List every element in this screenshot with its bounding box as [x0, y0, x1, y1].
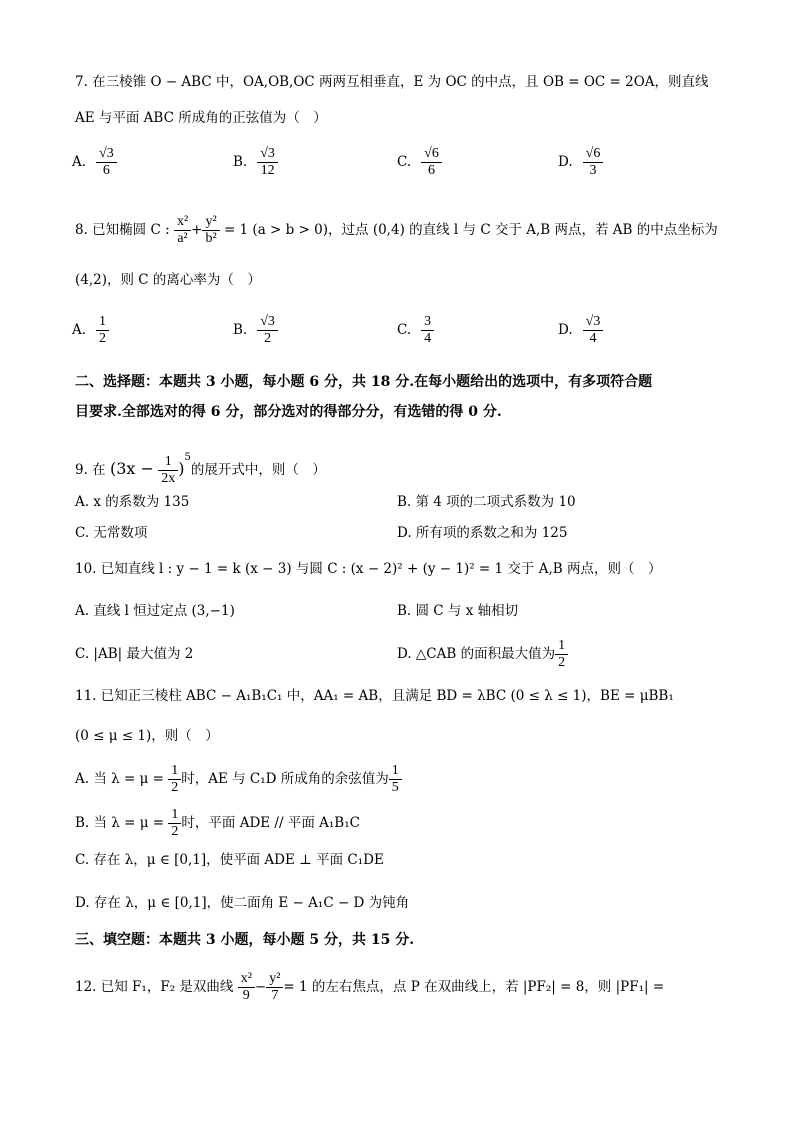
- fraction: $\frac{1}{2}$: [168, 763, 181, 796]
- option-label: A.: [72, 322, 87, 338]
- q7-stem-line2: AE 与平面 ABC 所成角的正弦值为（ ）: [75, 110, 327, 126]
- q9-option-c: C. 无常数项: [75, 525, 148, 541]
- q8-option-c: [397, 314, 434, 347]
- fraction: $\frac{√6}{3}$: [583, 146, 604, 179]
- q8-stem-line1: 8. 已知椭圆 C : $\frac{\text{x²}}{\text{a²}}$ + $\frac{\text{y²}}{\text{b²}}$ = 1 (a > b > 0)，过点 (0,4) 的直线 l 与 C 交于 A,B 两点，若 AB 的中点坐标为: [75, 214, 718, 246]
- q10-option-b: B. 圆 C 与 x 轴相切: [397, 603, 519, 619]
- q11-stem-line1: 11. 已知正三棱柱 ABC − A₁B₁C₁ 中，AA₁ = AB，且满足 BD = λBC (0 ≤ λ ≤ 1)，BE = μBB₁: [75, 688, 674, 704]
- q7-stem-line1: 7. 在三棱锥 O − ABC 中，OA,OB,OC 两两互相垂直，E 为 OC 的中点，且 OB = OC = 2OA，则直线: [75, 74, 709, 90]
- q10-option-c: C. |AB| 最大值为 2: [75, 646, 194, 662]
- fraction: $\frac{√3}{4}$: [583, 314, 604, 347]
- q8-option-d: [558, 314, 603, 347]
- fraction: $\frac{√3}{6}$: [96, 146, 117, 179]
- q9-stem: 9. 在 (3x − $\frac{1}{2x}$ )$^5$的展开式中，则（ ）: [75, 452, 326, 486]
- fraction: $\frac{1}{2}$: [96, 314, 109, 347]
- fraction: $\frac{√3}{2}$: [257, 314, 278, 347]
- q12-stem: 12. 已知 F₁，F₂ 是双曲线 $\frac{\text{x²}}{9}$ − $\frac{\text{y²}}{7}$ = 1 的左右焦点，点 P 在双曲线上，若 |PF₂| = 8，则 |PF₁| =: [75, 971, 665, 1003]
- option-label: A.: [72, 154, 87, 170]
- section-2-heading-line1: 二、选择题：本题共 3 小题，每小题 6 分，共 18 分.在每小题给出的选项中，有多项符合题: [75, 374, 653, 390]
- fraction: $\frac{3}{4}$: [421, 314, 434, 347]
- q7-option-a: [72, 146, 117, 179]
- fraction: $\frac{√3}{12}$: [257, 146, 278, 179]
- q8-option-a: [72, 314, 109, 347]
- q9-option-b: B. 第 4 项的二项式系数为 10: [397, 494, 576, 510]
- option-label: D.: [558, 322, 573, 338]
- fraction: $\frac{1}{2}$: [168, 807, 181, 840]
- q8-option-b: [233, 314, 278, 347]
- option-label: C.: [397, 322, 412, 338]
- q11-option-a: A. 当 λ = μ = $\frac{1}{2}$ 时，AE 与 C₁D 所成角的余弦值为 $\frac{1}{5}$: [75, 760, 402, 798]
- option-label: C.: [397, 154, 412, 170]
- q8-stem-line2: (4,2)，则 C 的离心率为（ ）: [75, 272, 261, 288]
- fraction: $\frac{\text{y²}}{7}$: [266, 971, 283, 1004]
- q11-stem-line2: (0 ≤ μ ≤ 1)，则（ ）: [75, 728, 219, 744]
- option-label: B.: [233, 154, 248, 170]
- fraction: $\frac{\text{x²}}{\text{a²}}$: [174, 214, 191, 247]
- fraction: $\frac{1}{5}$: [389, 763, 402, 796]
- q7-option-c: [397, 146, 442, 179]
- section-3-heading: 三、填空题：本题共 3 小题，每小题 5 分，共 15 分.: [75, 932, 415, 948]
- option-label: D.: [558, 154, 573, 170]
- q9-option-d: D. 所有项的系数之和为 125: [397, 525, 568, 541]
- q10-option-a: A. 直线 l 恒过定点 (3,−1): [75, 603, 235, 619]
- q7-option-d: [558, 146, 603, 179]
- fraction: $\frac{\text{y²}}{\text{b²}}$: [202, 214, 219, 247]
- q10-stem: 10. 已知直线 l : y − 1 = k (x − 3) 与圆 C : (x − 2)² + (y − 1)² = 1 交于 A,B 两点，则（ ）: [75, 561, 662, 577]
- q11-option-b: B. 当 λ = μ = $\frac{1}{2}$ 时，平面 ADE // 平面 A₁B₁C: [75, 807, 360, 839]
- q9-option-a: A. x 的系数为 135: [75, 494, 190, 510]
- fraction: $\frac{1}{2}$: [555, 638, 568, 671]
- fraction: $\frac{\text{x²}}{9}$: [238, 971, 255, 1004]
- q10-option-d: D. △CAB 的面积最大值为 $\frac{1}{2}$: [397, 636, 568, 672]
- q11-option-c: C. 存在 λ，μ ∈ [0,1]，使平面 ADE ⊥ 平面 C₁DE: [75, 852, 384, 868]
- option-label: B.: [233, 322, 248, 338]
- q11-option-d: D. 存在 λ，μ ∈ [0,1]，使二面角 E − A₁C − D 为钝角: [75, 895, 410, 911]
- q7-option-b: [233, 146, 278, 179]
- fraction: $\frac{1}{2x}$: [158, 454, 178, 487]
- section-2-heading-line2: 目要求.全部选对的得 6 分，部分选对的得部分分，有选错的得 0 分.: [75, 404, 502, 420]
- fraction: $\frac{√6}{6}$: [421, 146, 442, 179]
